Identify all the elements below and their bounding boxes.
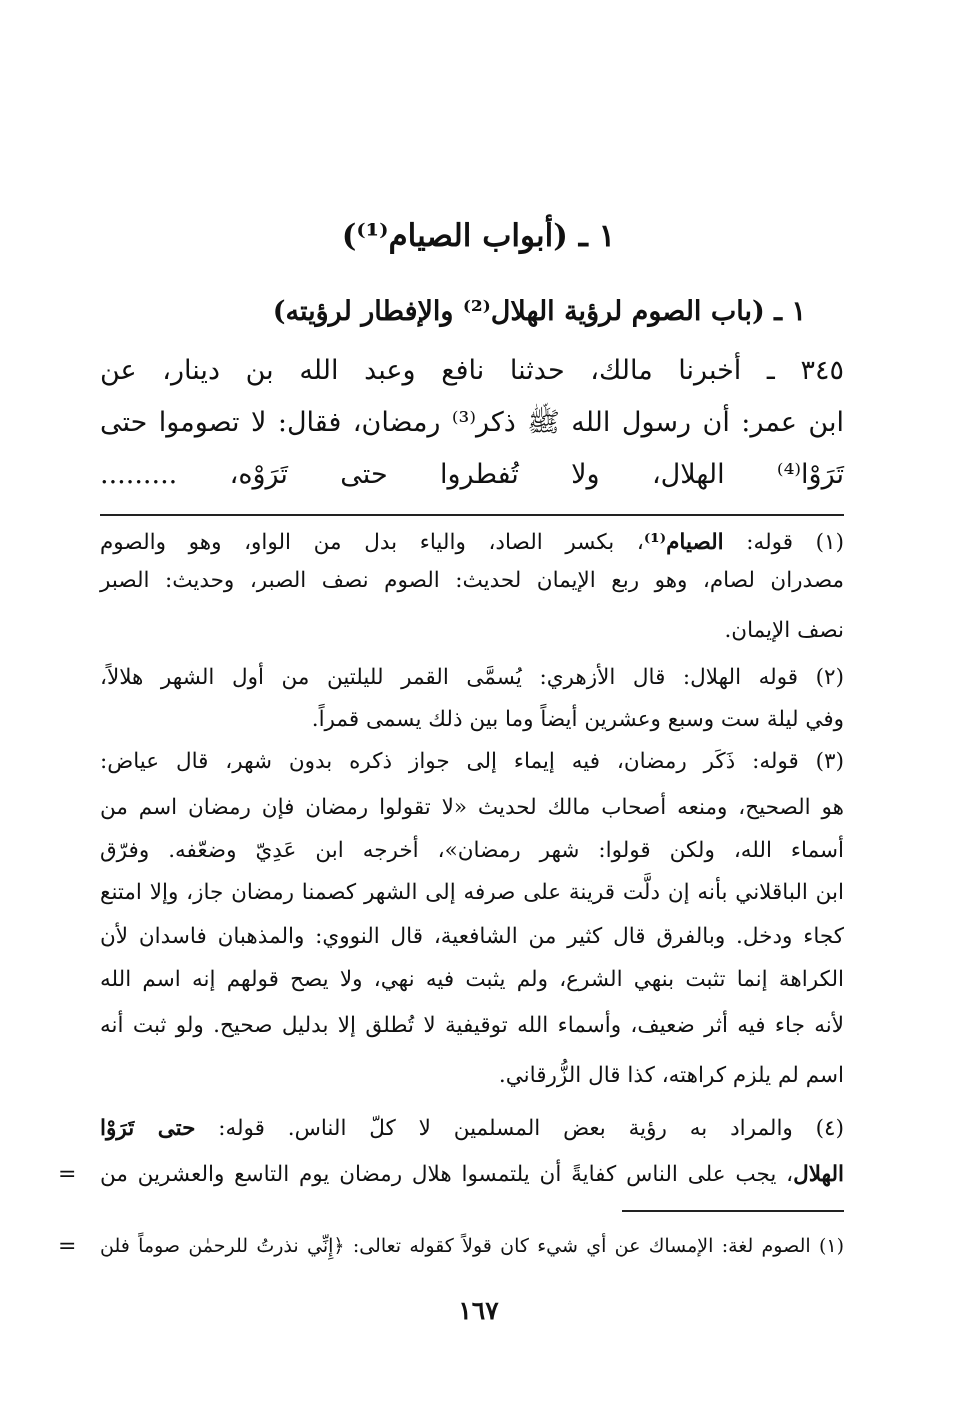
footnote-3-line-6: الكراهة إنما تثبت بنهي الشرع، ولم يثبت فيه نهي، ولا يصح قولهم إنه اسم الله xyxy=(100,967,844,992)
footnote-3-line-2: هو الصحيح، ومنعه أصحاب مالك لحديث «لا تقولوا رمضان فإن رمضان اسم من xyxy=(100,795,844,820)
footnote-3-line-4: ابن الباقلاني بأنه إن دلَّت قرينة على صرفه إلى الشهر كصمنا رمضان جاز، وإلا امتنع xyxy=(100,880,844,905)
footnote-1-keyword: الصيام⁽¹⁾ xyxy=(643,530,724,555)
footnote-4-keyword-2: الهلال xyxy=(793,1162,844,1187)
section-title: ١ ـ (باب الصوم لرؤية الهلال⁽²⁾ والإفطار لرؤيته) xyxy=(272,296,806,327)
footnote-3-line-7: لأنه جاء فيه أثر ضعيف، وأسماء الله توقيفية لا تُطلق إلا بدليل صحيح. ولو ثبت أنه xyxy=(100,1013,844,1038)
hadith-line-3 xyxy=(100,460,844,490)
hadith-dots: ......... xyxy=(100,459,178,490)
hadith-line-3-text: تَرَوْا⁽⁴⁾ الهلال، ولا تُفطروا حتى تَرَوْه، xyxy=(229,459,844,490)
continuation-mark-1: = xyxy=(58,1162,77,1187)
footnote-divider xyxy=(100,514,844,516)
footnote-4-line-1 xyxy=(100,1116,844,1142)
footnote-4-text: (٤) والمراد به رؤية بعض المسلمين لا كلّ الناس. قوله: xyxy=(195,1116,844,1141)
footnote-2-line-2: وفي ليلة ست وسبع وعشرين أيضاً وما بين ذلك يسمى قمراً. xyxy=(311,707,844,732)
footnote-2-line-1: (٢) قوله الهلال: قال الأزهري: يُسمَّى القمر لليلتين من أول الشهر هلالاً، xyxy=(100,665,844,690)
footnote-1-text: ، بكسر الصاد، والياء بدل من الواو، وهو والصوم xyxy=(100,530,644,555)
footnote-3-line-3: أسماء الله، ولكن قولوا: شهر رمضان»، أخرجه ابن عَدِيّ وضعّفه. وفرّق xyxy=(100,838,844,863)
secondary-footnote: (١) الصوم لغة: الإمساك عن أي شيء كان قولاً كقوله تعالى: ﴿إِنِّي نذرتُ للرحمٰن صوماً فلن xyxy=(100,1235,844,1257)
footnote-1-line-1 xyxy=(100,530,844,556)
footnote-3-line-5: كجاء ودخل. وبالفرق قال كثير من الشافعية، قال النووي: والمذهبان فاسدان لأن xyxy=(100,924,844,949)
footnote-3-line-8: اسم لم يلزم كراهته، كذا قال الزُّرقاني. xyxy=(498,1063,844,1088)
hadith-line-1: ٣٤٥ ـ أخبرنا مالك، حدثنا نافع وعبد الله بن دينار، عن xyxy=(100,355,844,386)
footnote-3-line-1: (٣) قوله: ذَكَر رمضان، فيه إيماء إلى جواز ذكره بدون شهر، قال عياض: xyxy=(100,749,844,774)
footnote-4-line-2 xyxy=(100,1162,844,1188)
hadith-line-2: ابن عمر: أن رسول الله ﷺ ذكر⁽³⁾ رمضان، فقال: لا تصوموا حتى xyxy=(100,407,845,438)
footnote-1-marker: (١) قوله: xyxy=(723,530,844,555)
footnote-4-text-2: ، يجب على الناس كفايةً أن يلتمسوا هلال رمضان يوم التاسع والعشرين من xyxy=(100,1162,794,1187)
footnote-1-line-3: نصف الإيمان. xyxy=(724,618,844,643)
footnote-4-keyword: حتى تَرَوْا xyxy=(100,1116,196,1141)
footnote-1-line-2: مصدران لصام، وهو ربع الإيمان لحديث: الصوم نصف الصبر، وحديث: الصبر xyxy=(100,568,844,593)
continuation-mark-2: = xyxy=(58,1234,77,1259)
secondary-footnote-divider xyxy=(622,1210,844,1212)
page-number: ١٦٧ xyxy=(458,1296,499,1325)
chapter-title: ١ ـ (أبواب الصيام⁽¹⁾) xyxy=(341,218,616,254)
